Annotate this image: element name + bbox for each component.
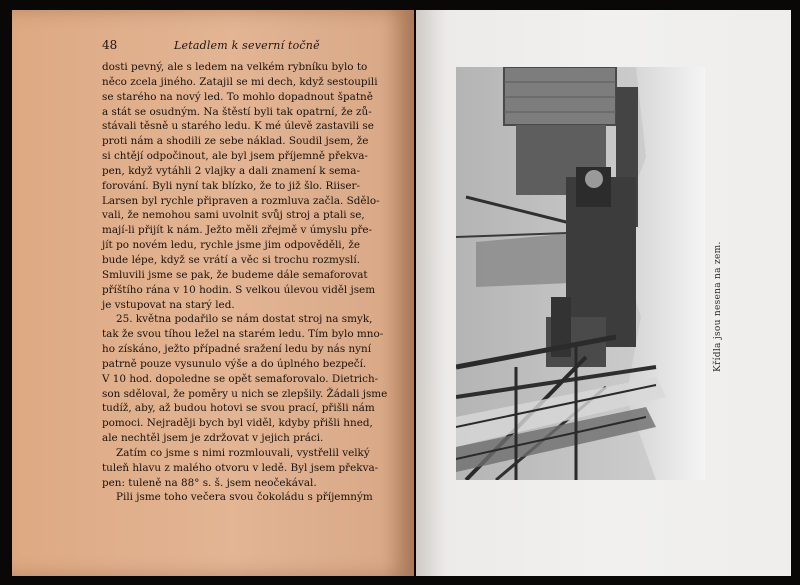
text-line: mají-li přijít k nám. Ježto měli zřejmě v úmyslu pře- xyxy=(102,224,373,237)
photo-illustration xyxy=(456,67,705,480)
text-line: a stát se osudným. Na štěstí byli tak opatrní, že zů- xyxy=(102,105,372,118)
text-line: bude lépe, když se vrátí a věc si trochu rozmyslí. xyxy=(102,253,360,266)
text-line: proti nám a shodili ze sebe náklad. Soudil jsem, že xyxy=(102,135,369,148)
text-line: tuleň hlavu z malého otvoru v ledě. Byl jsem překva- xyxy=(102,461,379,474)
text-line: vali, že nemohou sami uvolnit svůj stroj a ptali se, xyxy=(102,209,365,222)
text-line: Pili jsme toho večera svou čokoládu s příjemným xyxy=(116,491,373,504)
text-line: příštího rána v 10 hodin. S velkou úlevou viděl jsem xyxy=(102,283,376,296)
text-line: něco zcela jiného. Zatajil se mi dech, když sestoupili xyxy=(102,75,378,88)
text-line: son sděloval, že poměry u nich se zlepšily. Žádali jsme xyxy=(102,387,388,400)
text-line: V 10 hod. dopoledne se opět semaforovalo. Dietrich- xyxy=(102,372,379,385)
text-line: pomoci. Nejraději bych byl viděl, kdyby přišli hned, xyxy=(102,417,373,430)
text-line: tak že svou tíhou ležel na starém ledu. Tím bylo mno- xyxy=(102,328,384,341)
text-line: ho získáno, ježto případné sražení ledu by nás nyní xyxy=(102,343,372,356)
text-line: dosti pevný, ale s ledem na velkém rybníku bylo to xyxy=(102,61,368,73)
running-head: Letadlem k severní točně xyxy=(174,39,320,52)
photo-caption: Křídla jsou nesena na zem. xyxy=(713,241,723,372)
text-line: pen: tuleně na 88° s. š. jsem neočekával. xyxy=(102,476,317,489)
text-line: Smluvili jsme se pak, že budeme dále semaforovat xyxy=(102,268,368,281)
text-line: patrně pouze vysunulo výše a do úplného bezpečí. xyxy=(102,357,367,370)
text-line: ale nechtěl jsem je zdržovat v jejich práci. xyxy=(102,432,324,445)
text-line: forování. Byli nyní tak blízko, že to již šlo. Riiser- xyxy=(102,179,360,192)
text-line: si chtějí odpočinout, ale byl jsem příjemně překva- xyxy=(102,150,368,163)
text-line: Larsen byl rychle připraven a rozmluva začla. Sdělo- xyxy=(102,194,380,207)
text-line: stávali těsně u starého ledu. K mé úlevě zastavili se xyxy=(102,120,374,133)
text-line: 25. května podařilo se nám dostat stroj na smyk, xyxy=(116,313,373,326)
text-line: tudíž, aby, až budou hotovi se svou prací, přišli nám xyxy=(102,402,375,415)
text-line: pen, když vytáhli 2 vlajky a dali znamení k sema- xyxy=(102,164,360,177)
text-line: se starého na nový led. To mohlo dopadnout špatně xyxy=(102,90,373,103)
text-line: Zatím co jsme s nimi rozmlouvali, vystřelil velký xyxy=(116,446,370,459)
text-line: je vstupovat na starý led. xyxy=(102,298,235,311)
body-text xyxy=(102,60,388,505)
page-number: 48 xyxy=(102,38,118,52)
photograph xyxy=(456,67,705,480)
text-line: jít po novém ledu, rychle jsme jim odpověděli, že xyxy=(102,239,360,252)
